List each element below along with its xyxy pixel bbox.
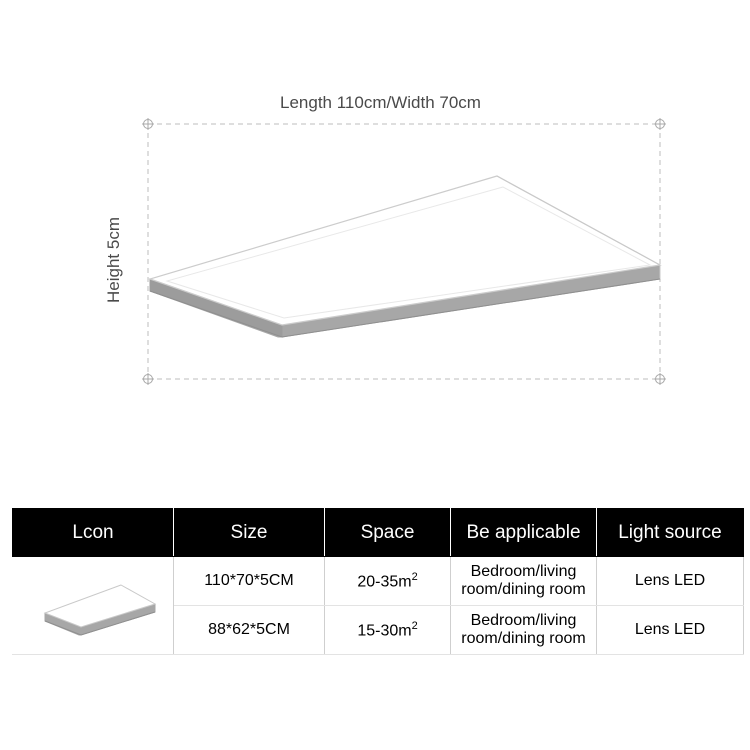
cell-applicable: [451, 606, 597, 655]
cell-size: 110*70*5CM: [174, 557, 325, 606]
height-label: [104, 95, 124, 303]
height-label-text: Height 5cm: [104, 217, 123, 303]
length-width-label: Length 110cm/Width 70cm: [280, 93, 481, 112]
lamp-thumbnail-svg: [23, 563, 163, 649]
table-row: [13, 557, 744, 606]
cell-space-value: 20-35: [357, 573, 399, 591]
cell-space-value: 15-30: [357, 622, 399, 640]
header-light-source: Light source: [597, 509, 744, 557]
cell-applicable-line1: Bedroom/living: [470, 611, 577, 629]
cell-space-sup: 2: [411, 570, 418, 583]
cell-space: [325, 557, 451, 606]
cell-light-source: Lens LED: [597, 606, 744, 655]
table-body: [13, 557, 744, 655]
lamp-thumbnail-icon: [13, 558, 173, 654]
cell-size: 88*62*5CM: [174, 606, 325, 655]
header-space: Space: [325, 509, 451, 557]
cell-applicable-line1: Bedroom/living: [470, 562, 577, 580]
header-icon: Lcon: [13, 509, 174, 557]
product-icon-cell: [13, 557, 174, 655]
table-header: [13, 509, 744, 557]
header-size: Size: [174, 509, 325, 557]
cell-applicable: [451, 557, 597, 606]
cell-light-source: Lens LED: [597, 557, 744, 606]
table-header-row: [13, 509, 744, 557]
cell-space-sup: 2: [411, 619, 418, 632]
specification-table: [12, 508, 744, 655]
cell-applicable-line2: room/dining room: [461, 581, 586, 598]
cell-applicable-line2: room/dining room: [461, 630, 586, 647]
cell-space-unit: m: [398, 622, 412, 640]
cell-space: [325, 606, 451, 655]
header-be-applicable: Be applicable: [451, 509, 597, 557]
ceiling-lamp-illustration: [150, 176, 660, 337]
cell-space-unit: m: [398, 573, 412, 591]
